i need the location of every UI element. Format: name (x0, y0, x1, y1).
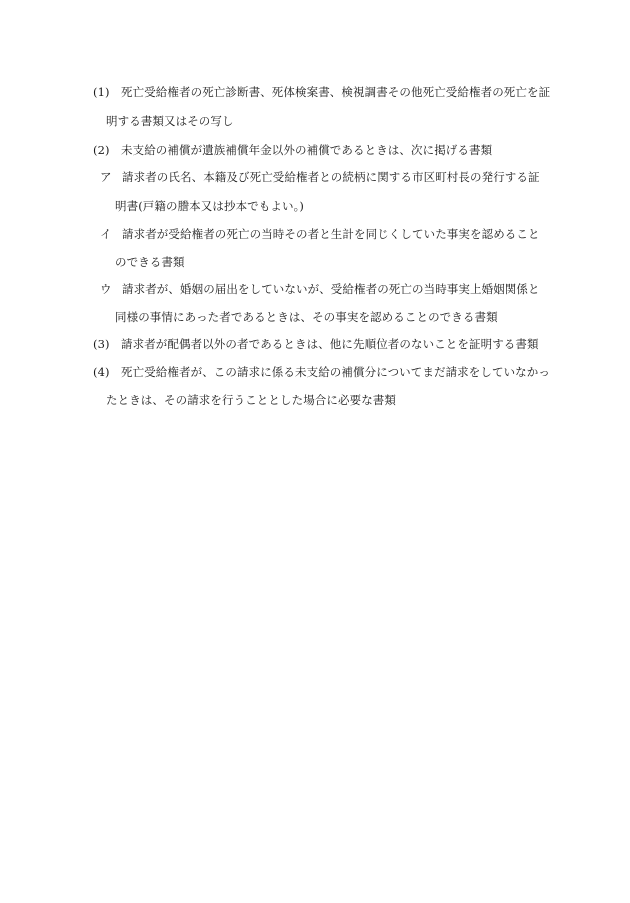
item-3-text-1: 請求者が配偶者以外の者であるときは、他に先順位者のないことを証明する書類 (121, 337, 539, 351)
item-1-text-2: 明する書類又はその写し (106, 114, 234, 128)
subitem-u-line-1 (100, 282, 540, 296)
subitem-a-marker: ア (100, 170, 112, 184)
item-3-marker: (3) (93, 337, 110, 351)
subitem-a-text-1: 請求者の氏名、本籍及び死亡受給権者との続柄に関する市区町村長の発行する証 (122, 170, 540, 184)
item-1-marker: (1) (93, 85, 110, 99)
subitem-a-text-2: 明書(戸籍の謄本又は抄本でもよい。) (115, 199, 305, 213)
item-4-text-2: たときは、その請求を行うこととした場合に必要な書類 (106, 393, 396, 407)
subitem-i-line-2 (115, 255, 185, 269)
subitem-a-line-2 (115, 199, 304, 213)
subitem-a-line-1 (100, 170, 540, 184)
item-2-text-1: 未支給の補償が遺族補償年金以外の補償であるときは、次に掲げる書類 (121, 143, 493, 157)
item-4-line-1 (93, 365, 550, 379)
item-1-text-1: 死亡受給権者の死亡診断書、死体検案書、検視調書その他死亡受給権者の死亡を証 (121, 85, 551, 99)
subitem-u-text-1: 請求者が、婚姻の届出をしていないが、受給権者の死亡の当時事実上婚姻関係と (122, 282, 540, 296)
subitem-u-marker: ウ (100, 282, 112, 296)
item-4-line-2 (106, 393, 396, 407)
subitem-i-line-1 (100, 227, 540, 241)
subitem-i-text-2: のできる書類 (115, 255, 185, 269)
item-2-marker: (2) (93, 143, 110, 157)
item-1-line-1 (93, 85, 550, 99)
item-4-marker: (4) (93, 365, 110, 379)
item-4-text-1: 死亡受給権者が、この請求に係る未支給の補償分についてまだ請求をしていなかっ (121, 365, 550, 379)
item-1-line-2 (106, 114, 234, 128)
subitem-u-text-2: 同様の事情にあった者であるときは、その事実を認めることのできる書類 (115, 310, 498, 324)
subitem-u-line-2 (115, 310, 498, 324)
subitem-i-marker: イ (100, 227, 112, 241)
item-3-line-1 (93, 337, 539, 351)
subitem-i-text-1: 請求者が受給権者の死亡の当時その者と生計を同じくしていた事実を認めること (122, 227, 540, 241)
item-2-line-1 (93, 143, 492, 157)
